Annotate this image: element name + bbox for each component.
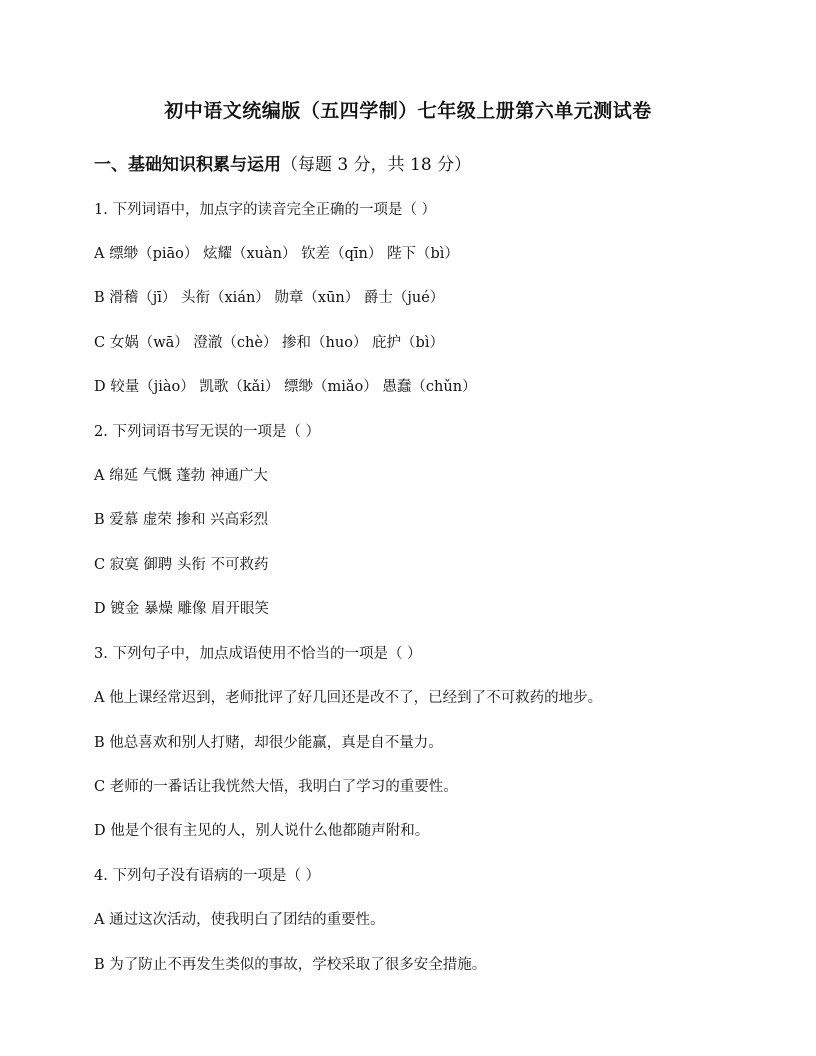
question-1: 1. 下列词语中，加点字的读音完全正确的一项是（ ）	[94, 202, 437, 218]
question-4: 4. 下列句子没有语病的一项是（ ）	[94, 868, 321, 884]
section-scoring: （每题 3 分，共 18 分）	[281, 155, 472, 175]
question-2-option-c: C 寂寞 御聘 头衔 不可救药	[94, 557, 269, 573]
section-heading	[94, 150, 471, 175]
question-3: 3. 下列句子中，加点成语使用不恰当的一项是（ ）	[94, 646, 422, 662]
question-2: 2. 下列词语书写无误的一项是（ ）	[94, 424, 321, 440]
question-2-option-b: B 爱慕 虚荣 掺和 兴高彩烈	[94, 512, 269, 528]
section-heading-label: 一、基础知识积累与运用	[94, 155, 281, 175]
question-4-option-b: B 为了防止不再发生类似的事故，学校采取了很多安全措施。	[94, 957, 487, 973]
question-2-option-a: A 绵延 气慨 蓬勃 神通广大	[94, 468, 268, 484]
question-3-option-a: A 他上课经常迟到，老师批评了好几回还是改不了，已经到了不可救药的地步。	[94, 690, 603, 706]
question-1-option-a: A 缥缈（piāo） 炫耀（xuàn） 钦差（qīn） 陛下（bì）	[94, 246, 459, 262]
question-4-option-a: A 通过这次活动，使我明白了团结的重要性。	[94, 912, 385, 928]
question-3-option-c: C 老师的一番话让我恍然大悟，我明白了学习的重要性。	[94, 779, 458, 795]
question-3-option-d: D 他是个很有主见的人，别人说什么他都随声附和。	[94, 823, 430, 839]
page-title: 初中语文统编版（五四学制）七年级上册第六单元测试卷	[164, 100, 652, 122]
question-2-option-d: D 镀金 暴燥 雕像 眉开眼笑	[94, 601, 270, 617]
question-1-option-c: C 女娲（wā） 澄澈（chè） 掺和（huo） 庇护（bì）	[94, 335, 444, 351]
question-1-option-b: B 滑稽（jī） 头衔（xián） 勋章（xūn） 爵士（jué）	[94, 290, 445, 306]
question-1-option-d: D 较量（jiào） 凯歌（kǎi） 缥缈（miǎo） 愚蠢（chǔn）	[94, 379, 477, 395]
question-3-option-b: B 他总喜欢和别人打赌，却很少能赢，真是自不量力。	[94, 735, 443, 751]
